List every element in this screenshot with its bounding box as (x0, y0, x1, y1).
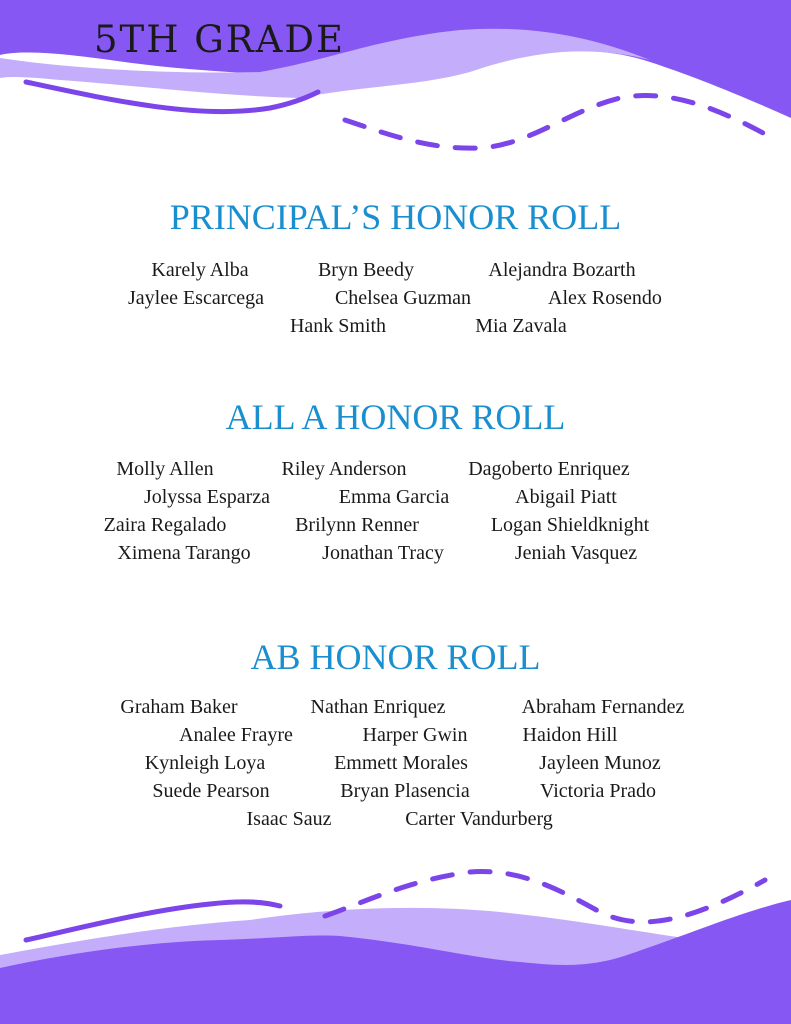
page-title: 5TH GRADE (94, 18, 346, 61)
student-name: Carter Vandurberg (405, 808, 553, 830)
student-name: Harper Gwin (362, 724, 468, 746)
name-row (0, 284, 791, 312)
student-name: Dagoberto Enriquez (468, 458, 630, 480)
student-name: Riley Anderson (281, 458, 407, 480)
name-row (0, 511, 791, 539)
student-name: Logan Shieldknight (490, 514, 650, 536)
student-name: Bryan Plasencia (340, 780, 470, 802)
name-row (0, 539, 791, 567)
student-name: Zaira Regalado (103, 514, 227, 536)
student-name: Emma Garcia (338, 486, 450, 508)
name-row (0, 483, 791, 511)
name-row (0, 455, 791, 483)
student-name: Jonathan Tracy (322, 542, 444, 564)
section-title: PRINCIPAL’S HONOR ROLL (169, 197, 622, 237)
student-name: Jeniah Vasquez (514, 542, 638, 564)
student-name: Ximena Tarango (117, 542, 251, 564)
bottom-wave-decoration (0, 860, 791, 1024)
student-name: Bryn Beedy (317, 259, 415, 281)
top-dashed-line (345, 96, 765, 149)
student-name: Suede Pearson (152, 780, 270, 802)
section-title: ALL A HONOR ROLL (225, 397, 566, 437)
student-name: Nathan Enriquez (310, 696, 446, 718)
student-name: Abigail Piatt (515, 486, 617, 508)
student-name: Mia Zavala (475, 315, 567, 337)
student-name: Karely Alba (151, 259, 249, 281)
name-row (0, 805, 791, 833)
name-row (0, 312, 791, 340)
student-name: Brilynn Renner (295, 514, 419, 536)
student-name: Jolyssa Esparza (143, 486, 271, 508)
student-name: Alex Rosendo (548, 287, 662, 309)
student-name: Jaylee Escarcega (127, 287, 265, 309)
student-name: Kynleigh Loya (144, 752, 266, 774)
student-name: Alejandra Bozarth (488, 259, 636, 281)
student-name: Jayleen Munoz (539, 752, 661, 774)
name-row (0, 256, 791, 284)
student-name: Haidon Hill (522, 724, 618, 746)
student-name: Victoria Prado (540, 780, 656, 802)
section-title: AB HONOR ROLL (250, 637, 541, 677)
student-name: Molly Allen (116, 458, 214, 480)
student-name: Analee Frayre (179, 724, 293, 746)
name-row (0, 693, 791, 721)
student-name: Chelsea Guzman (334, 287, 472, 309)
name-row (0, 777, 791, 805)
student-name: Graham Baker (120, 696, 238, 718)
student-name: Isaac Sauz (246, 808, 332, 830)
student-name: Emmett Morales (334, 752, 468, 774)
name-row (0, 749, 791, 777)
name-row (0, 721, 791, 749)
student-name: Hank Smith (289, 315, 387, 337)
student-name: Abraham Fernandez (521, 696, 685, 718)
